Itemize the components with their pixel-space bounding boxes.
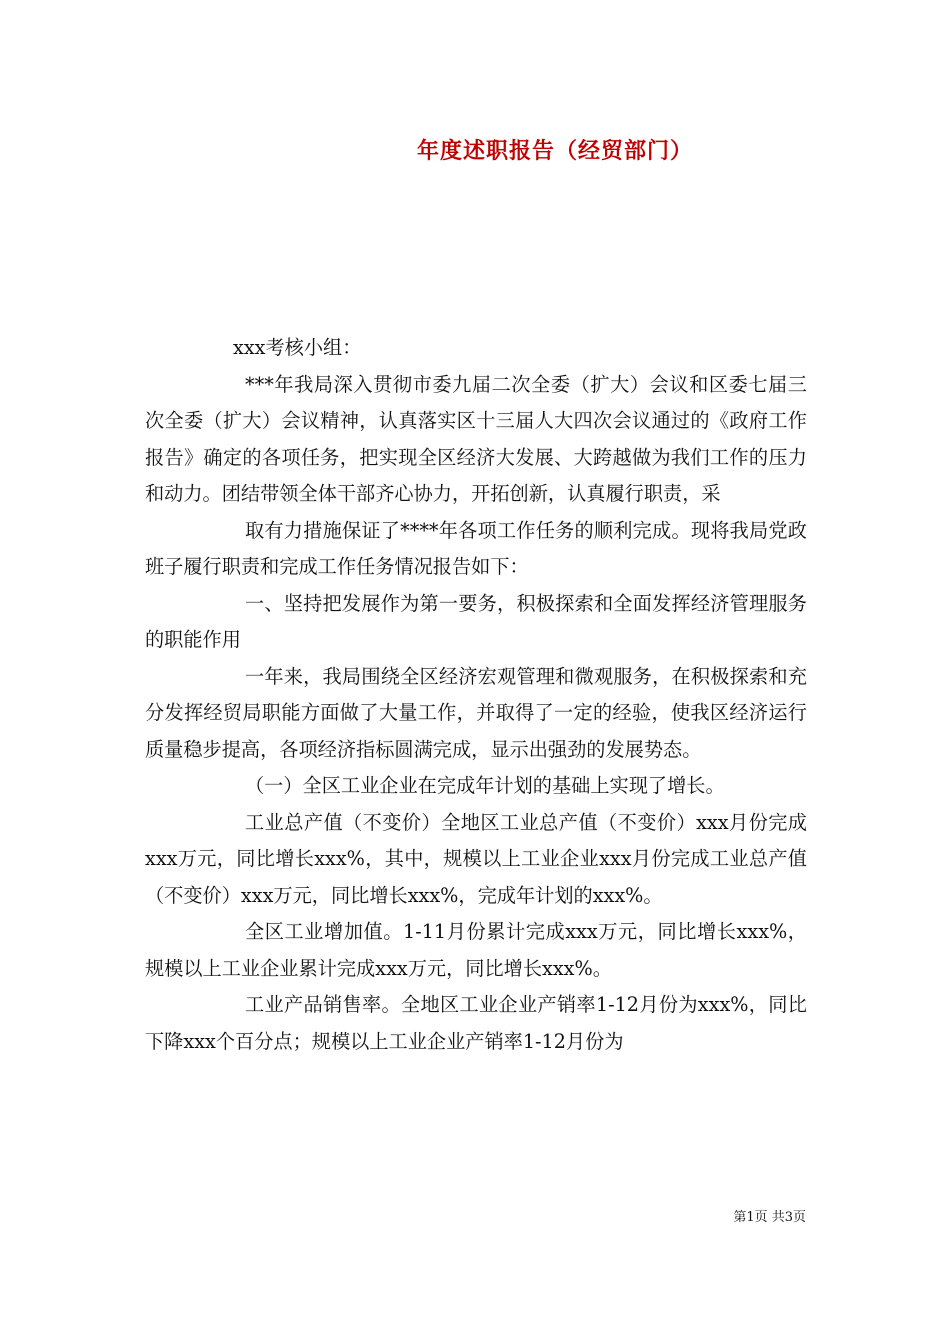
paragraph-added-value: 全区工业增加值。1-11月份累计完成xxx万元，同比增长xxx%，规模以上工业企业累计完成xxx万元，同比增长xxx%。 <box>145 920 807 980</box>
section-heading-1: 一、坚持把发展作为第一要务，积极探索和全面发挥经济管理服务的职能作用 <box>145 591 807 651</box>
document-body <box>145 330 807 1060</box>
paragraph-overview: 一年来，我局围绕全区经济宏观管理和微观服务，在积极探索和充分发挥经贸局职能方面做了大量工作，并取得了一定的经验，使我区经济运行质量稳步提高，各项经济指标圆满完成，显示出强劲的发展势态。 <box>145 664 807 761</box>
paragraph-output-value: 工业总产值（不变价）全地区工业总产值（不变价）xxx月份完成xxx万元，同比增长xxx%，其中，规模以上工业企业xxx月份完成工业总产值（不变价）xxx万元，同比增长xxx%，完成年计划的xxx%。 <box>145 810 807 907</box>
salutation: xxx考核小组： <box>233 336 362 359</box>
page-number-footer: 第1页 共3页 <box>733 1210 806 1225</box>
document-title: 年度述职报告（经贸部门） <box>416 138 693 164</box>
paragraph-sales-rate: 工业产品销售率。全地区工业企业产销率1-12月份为xxx%，同比下降xxx个百分点；规模以上工业企业产销率1-12月份为 <box>145 993 807 1053</box>
paragraph-intro: ***年我局深入贯彻市委九届二次全委（扩大）会议和区委七届三次全委（扩大）会议精神，认真落实区十三届人大四次会议通过的《政府工作报告》确定的各项任务，把实现全区经济大发展、大跨越做为我们工作的压力和动力。团结带领全体干部齐心协力，开拓创新，认真履行职责，采 <box>145 372 807 505</box>
paragraph-intro-continued: 取有力措施保证了****年各项工作任务的顺利完成。现将我局党政班子履行职责和完成工作任务情况报告如下： <box>145 518 807 578</box>
subsection-heading-1: （一）全区工业企业在完成年计划的基础上实现了增长。 <box>245 774 725 797</box>
